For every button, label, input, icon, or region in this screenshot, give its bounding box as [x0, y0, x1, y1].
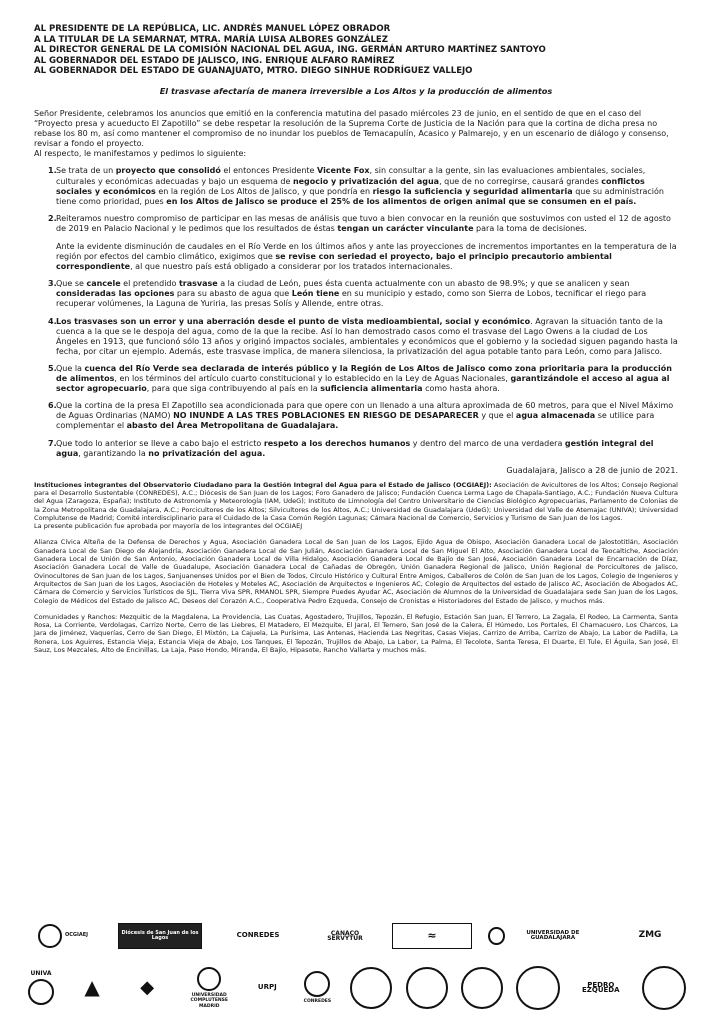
item-bold: NO INUNDE A LAS TRES POBLACIONES EN RIESGO DE DESAPARECER — [173, 411, 479, 421]
item-text: el entonces Presidente — [220, 166, 318, 176]
item-text: , al que nuestro país está obligado a considerar por los tratados internacionales. — [130, 262, 453, 272]
communities-text: Comunidades y Ranchos: Mezquitic de la Magdalena, La Providencia, Las Cuatas, Agostadero, Trujillos, Tepozán, El Refugio, Estación San Juan, El Terrero, La Zagala, El Rodeo, La Carmenta, Santa Rosa, La Corriente, Verdolagas, Carrizo Norte, Cerro de las Liebres, El Matadero, El Mezquite, El Jaral, El Ternero, San José de la Calera, El Húmedo, Los Portales, El Chamacuero, Los Charcos, La Jara de Jiménez, Vaquerías, Cerro de San Diego, El Mixtón, La Cajuela, La Purísima, Las Antenas, Hacienda Las Negritas, Casas Viejas, Carrizo de Arriba, Carrizo de Abajo, La Labor de Padilla, La Ronera, Los Aguirres, Estancia Vieja, Estancia Vieja de Abajo, Los Tanques, El Tepozán, Trujillos de Abajo, La Labor, La Palma, El Tecolote, Santa Teresa, El Duarte, El Tule, El Águila, San José, El Sauz, Los Mezcales, Alto de Encinillas, La Laja, Paso Hondo, Miranda, El Bajío, Hipasote, Rancho Vallarta y muchos más. — [34, 612, 678, 655]
addressee-line: AL PRESIDENTE DE LA REPÚBLICA, LIC. ANDRÉS MANUEL LÓPEZ OBRADOR — [34, 24, 391, 34]
item-text: Se trata de un — [56, 166, 116, 176]
logo-label: ZMG — [638, 930, 662, 941]
item-text: que su administración tiene como prioridad, pues — [56, 186, 664, 206]
item-text: , sin consultar a la gente, sin las evaluaciones ambientales, sociales, culturales y económicas adecuadas y bajo un esquema de — [56, 166, 646, 186]
fundacion-logo — [392, 923, 472, 949]
item-text: Que todo lo anterior se lleve a cabo bajo el estricto — [56, 438, 264, 448]
logo-label: UNIVERSIDAD COMPLUTENSE MADRID — [190, 992, 228, 1009]
item-text: Ante la evidente disminución de caudales en el Río Verde en los últimos años y ante las proyecciones de incrementos importantes en la temperatura de la región por efectos del cambio climático, exigimos que — [56, 242, 677, 262]
item-bold: garantizándole el acceso al agua al sector agropecuario — [56, 374, 670, 394]
pig-icon: ◆ — [140, 977, 155, 999]
complutense-crest-icon — [197, 967, 221, 991]
item-number: 1. — [48, 166, 57, 176]
logos-row-1 — [24, 918, 686, 954]
item-bold: conflictos sociales y económicos — [56, 176, 645, 196]
logo-label: CONREDES — [303, 999, 332, 1005]
porcicultores-logo — [126, 968, 168, 1008]
item-bold: cancele — [86, 279, 121, 289]
item-text: se utilice para complementar el — [56, 411, 655, 431]
item-bold: proyecto que consolidó — [115, 166, 221, 176]
item-bold: cuenca del Río Verde sea declarada de interés público y la Región de Los Altos de Jalisco como zona prioritaria para la producción de alimentos — [56, 363, 672, 384]
item-text: en la región de Los Altos de Jalisco, y que pondría en — [155, 186, 373, 196]
logo-label: CONREDES — [236, 931, 280, 940]
institutions-text: Asociación de Avicultores de los Altos; Consejo Regional para el Desarrollo Sustentable (CONREDES), A.C.; Diócesis de San Juan de los Lagos; Foro Ganadero de Jalisco; Fundación Cuenca Lerma Lago de Chapala-Santiago, A.C.; Fundación Nueva Cultura del Agua (Zaragoza, España); Instituto de Astronomía y Meteorología (IAM, UdeG); Instituto de Limnología del Centro Universitario de Ciencias Biológico Agropecuarias, Parlamento de Colonias de la Zona Metropolitana de Guadalajara, A.C.; Porcicultores de los Altos; Silvicultores de los Altos, A.C.; Universidad de Guadalajara (UdeG); Universidad del Valle de Atemajac (UNIVA); Universidad Complutense de Madrid; Comité interdisciplinario para el Cuidado de la Casa Común Región Lagunas; Cámara Nacional de Comercio, Servicios y Turismo de San Juan de los Lagos. — [34, 480, 678, 522]
addressee-line: A LA TITULAR DE LA SEMARNAT, MTRA. MARÍA LUISA ALBORES GONZÁLEZ — [34, 34, 388, 45]
conredes-emblem-icon — [304, 971, 330, 997]
item-bold: gestión integral del agua — [56, 438, 654, 458]
urpj-logo — [250, 966, 284, 1010]
ocgiaej-logo — [24, 921, 102, 951]
item-bold: Los trasvases son un error y una aberración desde el punto de vista medioambiental, social y económico — [56, 316, 531, 326]
item-text: , que de no corregirse, causará grandes — [439, 176, 602, 186]
item-number: 6. — [48, 401, 57, 411]
item-text: a la ciudad de León, pues ésta cuenta actualmente con un abasto de 98.9%; y que se analicen y sean — [217, 279, 630, 289]
item-bold: se revise con seriedad el proyecto, bajo el principio precautorio ambiental correspondiente — [56, 252, 612, 272]
intro-paragraph: Señor Presidente, celebramos los anuncios que emitió en la conferencia matutina del pasado miércoles 23 de junio, en el sentido de que en el caso del “Proyecto presa y acueducto El Zapotillo” se debe respetar la resolución de la Suprema Corte de Justicia de la Nación para que la cortina de dicha presa no rebase los 80 m, así como mantener el compromiso de no inundar los pueblos de Temacapulín, Acasico y Palmarejo, y en un escenario de diálogo y consenso, revisar a fondo el proyecto. — [34, 108, 669, 149]
item-bold: trasvase — [178, 279, 218, 289]
conredes-logo — [218, 923, 298, 949]
logo-label: URPJ — [257, 983, 277, 992]
zmg-logo — [614, 921, 686, 951]
document-subtitle: El trasvase afectaría de manera irreversible a Los Altos y la producción de alimentos — [159, 85, 553, 96]
item-bold: León tiene — [291, 289, 340, 299]
item-bold: negocio y privatización del agua — [292, 176, 440, 186]
demands-list — [34, 166, 678, 458]
diocesis-logo — [118, 923, 202, 949]
fundacion-agua-logo — [71, 968, 113, 1008]
emblem-logo-2 — [406, 967, 448, 1009]
item-number: 7. — [48, 438, 57, 448]
list-item — [34, 439, 678, 459]
udg-logo — [488, 923, 598, 949]
list-item — [34, 317, 678, 357]
univa-logo — [24, 964, 58, 1012]
emblem-logo-3 — [461, 967, 503, 1009]
item-text: y que el — [478, 411, 516, 421]
item-bold: agua almacenada — [515, 411, 596, 421]
addressee-line: AL GOBERNADOR DEL ESTADO DE GUANAJUATO, MTRO. DIEGO SINHUE RODRÍGUEZ VALLEJO — [34, 66, 473, 77]
institutions-block — [34, 481, 678, 531]
item-bold: consideradas las opciones — [56, 289, 175, 299]
item-number: 2. — [48, 213, 57, 223]
univa-shield-icon — [28, 979, 54, 1005]
item-number: 5. — [48, 363, 57, 373]
pedro-ezqueda-logo — [573, 966, 629, 1010]
item-text: como hasta ahora. — [422, 384, 500, 394]
alliance-text: Alianza Cívica Alteña de la Defensa de Derechos y Agua, Asociación Ganadera Local de San Juan de los Lagos, Ejido Agua de Obispo, Asociación Ganadera Local de Jalostotitlán, Asociación Ganadera Local de San Diego de Alejandría, Asociación Ganadera Local de San Julián, Asociación Ganadera Local de San Miguel El Alto, Asociación Ganadera Local de Teocaltiche, Asociación Ganadera Local de Unión de San Antonio, Asociación Ganadera Local de Villa Hidalgo, Asociación Ganadera Local de Bajío de San José, Asociación Ganadera Local de Encarnación de Díaz, Asociación Ganadera Local de Valle de Guadalupe, Asociación Ganadera Local de Cañadas de Obregón, Unión Ganadera Regional de Jalisco, Unión Regional de Porcicultores de Jalisco, Ovinocultores de San Juan de los Lagos, Sanjuanenses Unidos por el Bien de Todos, Círculo Histórico y Cultural Entre Amigos, Caballeros de Colón de San Juan de los Lagos, Colegio de Ingenieros y Arquitectos de San Juan de los Lagos, Asociación de Hoteles y Moteles AC, Asociación de Arquitectos e Ingenieros AC, Colegio de Arquitectos del estado de Jalisco AC, Asociación de Abogados AC, Cámara de Comercio y Servicios Turísticos de SJL, Tierra Viva SPR, RMANOL SPR, Siempre Puedes Ayudar AC, Asociación de Alumnos de la Universidad de Guadalajara sede San Juan de los Lagos, Colegio de Médicos del Estado de Jalisco AC, Deseos del Corazón A.C., Cooperativa Pedro Ezqueda, Consejo de Cronistas e Historiadores del Estado de Jalisco, y muchos más. — [34, 538, 678, 605]
approval-note: La presente publicación fue aprobada por mayoría de los integrantes del OCGIAEJ — [34, 522, 303, 531]
emblem-logo-4 — [516, 966, 560, 1010]
item-text: Que la — [56, 363, 85, 373]
item-bold: tengan un carácter vinculante — [337, 223, 474, 233]
complutense-logo — [181, 964, 237, 1012]
date-line: Guadalajara, Jalisco a 28 de junio de 2021. — [506, 465, 678, 475]
intro-lead-in: Al respecto, le manifestamos y pedimos lo siguiente: — [34, 149, 247, 159]
list-item — [34, 401, 678, 431]
item-text: y dentro del marco de una verdadera — [410, 438, 565, 448]
logo-label: OCGIAEJ — [64, 932, 89, 939]
item-bold: suficiencia alimentaria — [320, 384, 423, 394]
item-bold: no privatización del agua. — [148, 448, 266, 458]
item-text: el pretendido — [120, 279, 179, 289]
list-item — [34, 364, 678, 394]
list-item — [34, 166, 678, 206]
list-item — [34, 214, 678, 272]
logo-label: UNIVA — [30, 970, 52, 978]
item-number: 3. — [48, 279, 57, 289]
item-text: , en los términos del artículo cuarto constitucional y lo establecido en la Ley de Aguas Nacionales, — [114, 374, 511, 384]
item-text: para la toma de decisiones. — [473, 223, 587, 233]
intro-section — [34, 109, 678, 159]
item-text: , garantizando la — [78, 448, 149, 458]
logo-label: Diócesis de San Juan de los Lagos — [121, 929, 199, 941]
udg-crest-icon — [488, 927, 505, 945]
emblem-logo-5 — [642, 966, 686, 1010]
logo-label: UNIVERSIDAD DE GUADALAJARA — [526, 929, 580, 941]
item-text: Que la cortina de la presa El Zapotillo sea acondicionada para que opere con un llenado a una altura aproximada de 60 metros, para que el Nivel Máximo de Aguas Ordinarias (NAMO) — [56, 401, 674, 421]
fundacion-mark-icon: ≈ — [427, 929, 437, 943]
ocgiaej-emblem-icon — [38, 924, 62, 948]
item-bold: en los Altos de Jalisco se produce el 25% de los alimentos de origen animal que se consumen en el país. — [166, 196, 637, 206]
addressee-line: AL GOBERNADOR DEL ESTADO DE JALISCO, ING. ENRIQUE ALFARO RAMÍREZ — [34, 55, 395, 66]
logos-row-2 — [24, 962, 686, 1014]
item-text: , para que siga contribuyendo al país en la — [146, 384, 321, 394]
addressee-block — [34, 24, 678, 77]
item-bold: riesgo la suficiencia y seguridad alimentaria — [372, 186, 573, 196]
water-drop-icon: ▲ — [84, 975, 100, 1000]
logo-label: PEDRO EZQUEDA — [582, 980, 620, 994]
item-text: Que se — [56, 279, 87, 289]
emblem-logo-1 — [350, 967, 392, 1009]
item-bold: abasto del Área Metropolitana de Guadalajara. — [126, 421, 339, 431]
institutions-heading: Instituciones integrantes del Observatorio Ciudadano para la Gestión Integral del Agua para el Estado de Jalisco (OCGIAEJ): — [34, 480, 492, 489]
item-text: para su abasto de agua que — [174, 289, 292, 299]
list-item — [34, 279, 678, 309]
communities-block — [34, 613, 678, 654]
item-text: . Agravan la situación tanto de la cuenca a la que se le despoja del agua, como de la que la recibe. Así lo han demostrado casos como el trasvase del Lago Owens a la ciudad de Los Ángeles en 1913, que funcionó sólo 13 años y originó impactos sociales, ambientales y económicos que el gobierno y la sociedad siguen pagando hasta la fecha, por citar un ejemplo. Además, este trasvase implica, de manera silenciosa, la privatización del agua potable tanto para León, como para Jalisco. — [56, 316, 678, 356]
item-bold: Vicente Fox — [317, 166, 370, 176]
item-text: en su municipio y estado, como son Sierra de Lobos, tecnificar el riego para recuperar volúmenes, la Laguna de Yuriria, las presas Solís y Allende, entre otras. — [56, 289, 647, 309]
logo-label: CANACO SERVYTUR — [327, 929, 363, 942]
item-text: Reiteramos nuestro compromiso de participar en las mesas de análisis que tuvo a bien convocar en la reunión que sostuvimos con usted el 12 de agosto de 2019 en Palacio Nacional y le pedimos que los resultados de éstas — [56, 213, 671, 233]
addressee-line: AL DIRECTOR GENERAL DE LA COMISIÓN NACIONAL DEL AGUA, ING. GERMÁN ARTURO MARTÍNEZ SANTOYO — [34, 45, 546, 56]
conredes2-logo — [297, 966, 337, 1010]
item-bold: respeto a los derechos humanos — [263, 438, 411, 448]
item-number: 4. — [48, 316, 57, 326]
alliance-block — [34, 538, 678, 604]
canaco-logo — [314, 923, 376, 949]
